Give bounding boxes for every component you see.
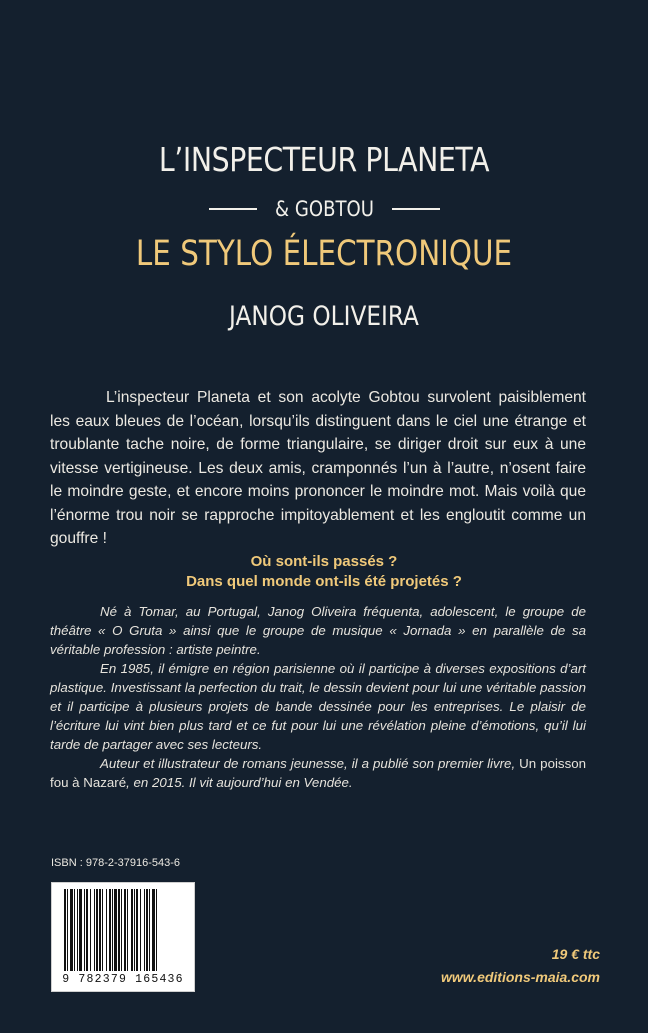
barcode-bar: [94, 889, 95, 971]
barcode-bar: [121, 889, 122, 971]
barcode-bar: [136, 889, 138, 971]
book-subtitle: & GOBTOU: [274, 197, 374, 221]
subtitle-rule-left: [209, 208, 257, 210]
barcode-bar: [140, 889, 141, 971]
barcode-bar: [86, 889, 88, 971]
question-line-1: Où sont-ils passés ?: [250, 553, 398, 570]
barcode-bar: [114, 889, 117, 971]
isbn-label: ISBN : 978-2-37916-543-6: [51, 857, 181, 869]
bio-paragraph-1: Né à Tomar, au Portugal, Janog Oliveira fréquenta, adolescent, le groupe de théâtre « O Gruta » ainsi que le groupe de musique « Jornada » en parallèle de sa véritable profession : artiste peintre.: [50, 604, 586, 657]
barcode-bar: [84, 889, 85, 971]
barcode-bar: [70, 889, 73, 971]
subtitle-rule-right: [392, 208, 440, 210]
barcode-bar: [146, 889, 148, 971]
barcode-bar: [152, 889, 155, 971]
bio-book-title: Un poisson fou à Nazaré: [50, 756, 587, 790]
barcode-bar: [134, 889, 135, 971]
teaser-questions: [0, 552, 648, 592]
bio-paragraph-3-start: Auteur et illustrateur de romans jeunesse, il a publié son premier livre,: [100, 756, 516, 771]
barcode-bar: [74, 889, 75, 971]
barcode: [51, 882, 195, 992]
barcode-bar: [149, 889, 150, 971]
book-title-line1: L’INSPECTEUR PLANETA: [158, 140, 490, 179]
barcode-bar: [106, 889, 107, 971]
barcode-bar: [109, 889, 111, 971]
barcode-bar: [64, 889, 66, 971]
bio-paragraph-2: En 1985, il émigre en région parisienne où il participe à diverses expositions d’art plastique. Investissant la perfection du trait, le dessin devient pour lui une véritable passion et il participe à plusieurs projets de bande dessinée pour les entreprises. Le plaisir de l’écriture lui vint bien plus tard et ce fut pour lui une révélation pleine d’émotions, qu’il lui tarde de partager avec ses lecteurs.: [50, 661, 586, 752]
book-title-line2: LE STYLO ÉLECTRONIQUE: [135, 234, 513, 274]
barcode-bar: [90, 889, 91, 971]
barcode-bar: [124, 889, 126, 971]
barcode-bar: [96, 889, 98, 971]
barcode-bar: [79, 889, 82, 971]
price: 19 € ttc: [551, 946, 600, 962]
author-name: JANOG OLIVEIRA: [229, 301, 419, 332]
barcode-digits: 9 782379 165436: [62, 973, 184, 986]
barcode-bar: [112, 889, 113, 971]
question-line-2: Dans quel monde ont-ils été projetés ?: [186, 573, 462, 590]
barcode-bar: [99, 889, 101, 971]
author-bio: [50, 602, 586, 792]
subtitle-row: [0, 197, 648, 221]
barcode-bar: [77, 889, 78, 971]
barcode-bar: [118, 889, 120, 971]
barcode-bars: [52, 883, 194, 975]
bio-paragraph-3-end: , en 2015. Il vit aujourd’hui en Vendée.: [126, 775, 353, 790]
barcode-bar: [102, 889, 103, 971]
barcode-bar: [156, 889, 157, 971]
synopsis: L’inspecteur Planeta et son acolyte Gobtou survolent paisiblement les eaux bleues de l’océan, lorsqu’ils distinguent dans le ciel une étrange et troublante tache noire, de forme triangulaire, se diriger droit sur eux à une vitesse vertigineuse. Les deux amis, cramponnés l’un à l’autre, n’osent faire le moindre geste, et encore moins prononcer le moindre mot. Mais voilà que l’énorme trou noir se rapproche impitoyablement et les engloutit comme un gouffre !: [50, 389, 586, 547]
barcode-bar: [144, 889, 145, 971]
barcode-bar: [131, 889, 133, 971]
barcode-bar: [67, 889, 68, 971]
barcode-bar: [127, 889, 128, 971]
bio-paragraph-3: [50, 754, 586, 792]
publisher-website[interactable]: www.editions-maia.com: [441, 969, 600, 985]
